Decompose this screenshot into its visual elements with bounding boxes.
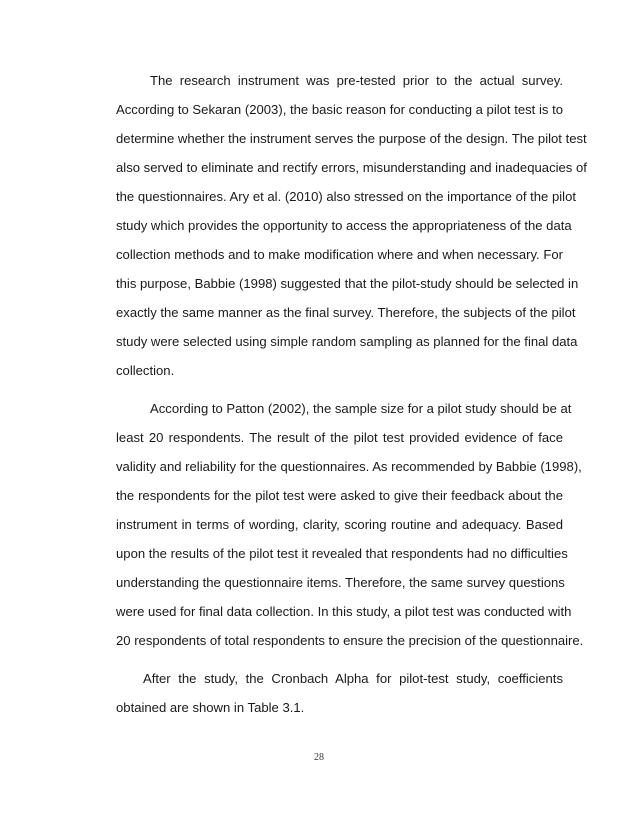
paragraph-line: instrument in terms of wording, clarity, scoring routine and adequacy. Based (116, 517, 563, 532)
paragraph-line: the respondents for the pilot test were asked to give their feedback about the (116, 488, 563, 503)
paragraph-line: least 20 respondents. The result of the pilot test provided evidence of face (116, 430, 563, 445)
paragraph-line: exactly the same manner as the final survey. Therefore, the subjects of the pilot (116, 305, 576, 320)
paragraph-line: 20 respondents of total respondents to ensure the precision of the questionnaire. (116, 633, 584, 648)
paragraph-line: were used for final data collection. In this study, a pilot test was conducted with (116, 604, 572, 619)
paragraph-line: According to Patton (2002), the sample size for a pilot study should be at (150, 401, 572, 416)
paragraph-line: understanding the questionnaire items. Therefore, the same survey questions (116, 575, 565, 590)
paragraph-line: collection methods and to make modification where and when necessary. For (116, 247, 563, 262)
paragraph-line: upon the results of the pilot test it revealed that respondents had no difficulties (116, 546, 568, 561)
paragraph-line: study were selected using simple random sampling as planned for the final data (116, 334, 578, 349)
paragraph-line: also served to eliminate and rectify errors, misunderstanding and inadequacies of (116, 160, 587, 175)
paragraph-line: this purpose, Babbie (1998) suggested that the pilot-study should be selected in (116, 276, 579, 291)
paragraph-line: study which provides the opportunity to access the appropriateness of the data (116, 218, 572, 233)
paragraph-line: According to Sekaran (2003), the basic reason for conducting a pilot test is to (116, 102, 563, 117)
paragraph-line: validity and reliability for the questionnaires. As recommended by Babbie (1998), (116, 459, 582, 474)
paragraph-line: obtained are shown in Table 3.1. (116, 700, 305, 715)
paragraph-line: the questionnaires. Ary et al. (2010) also stressed on the importance of the pilot (116, 189, 577, 204)
paragraph-line: determine whether the instrument serves the purpose of the design. The pilot test (116, 131, 587, 146)
paragraph-line: After the study, the Cronbach Alpha for pilot-test study, coefficients (143, 671, 563, 686)
paragraph-line: The research instrument was pre-tested prior to the actual survey. (150, 73, 563, 88)
page-number: 28 (314, 752, 324, 763)
paragraph-line: collection. (116, 363, 175, 378)
